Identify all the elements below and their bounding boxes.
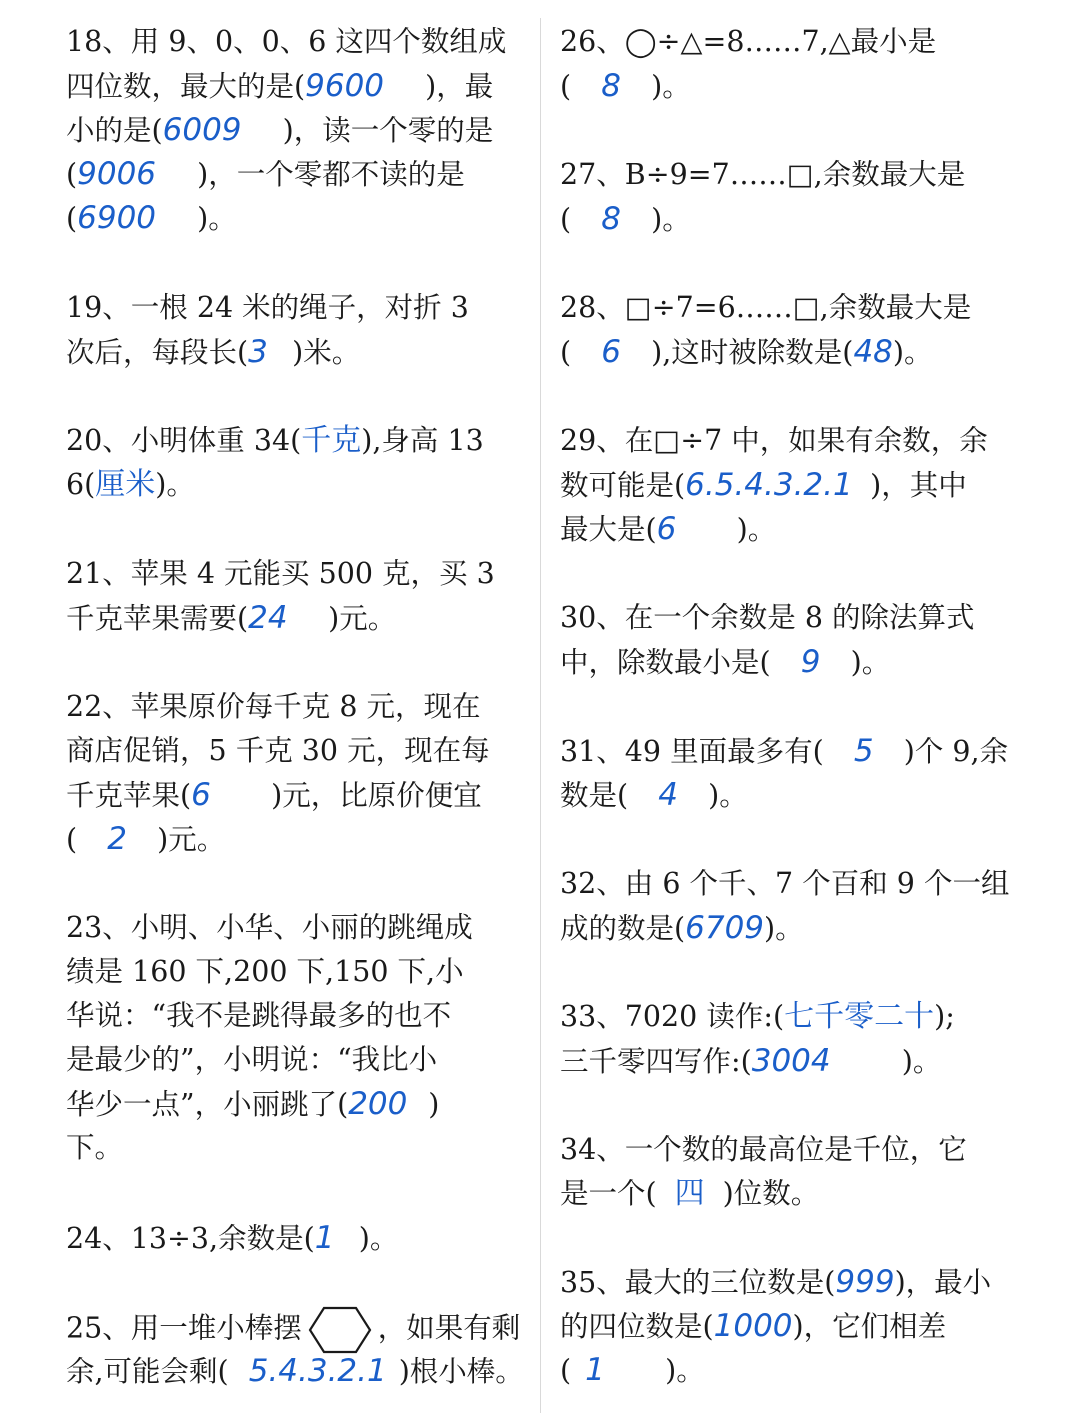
question-text: 35、最大的三位数是( (560, 1266, 836, 1299)
question-31 (560, 729, 1030, 817)
question-text: 四位数，最大的是( (66, 70, 306, 103)
handwritten-answer: 24 (248, 600, 288, 636)
handwritten-answer: 千克 (301, 423, 362, 458)
question-text: 是一个( (560, 1177, 657, 1210)
question-text: ),身高 13 (361, 424, 484, 457)
question-text: 数可能是( (560, 469, 686, 502)
question-25 (66, 1305, 536, 1393)
question-text: 25、用一堆小棒摆 (66, 1311, 302, 1345)
question-text: 成的数是( (560, 912, 686, 945)
handwritten-answer: 9600 (305, 68, 385, 104)
question-text: )。 (197, 202, 237, 235)
question-text: ( (66, 202, 78, 235)
question-text: ( (560, 70, 572, 103)
question-text: )。 (651, 203, 691, 236)
question-text: 30、在一个余数是 8 的除法算式 (560, 601, 975, 634)
question-text: 22、苹果原价每千克 8 元，现在 (66, 690, 481, 723)
question-text: 次后，每段长( (66, 336, 249, 369)
question-text: )，它们相差 (792, 1310, 947, 1343)
question-text: )。 (358, 1222, 399, 1255)
question-text: ( (560, 1354, 572, 1387)
handwritten-answer: 5.4.3.2.1 (248, 1353, 387, 1389)
question-text: 华少一点”，小丽跳了( (66, 1088, 349, 1121)
question-34 (560, 1128, 1030, 1216)
right-column (560, 0, 1030, 1425)
handwritten-answer: 厘米 (95, 467, 156, 502)
question-text: )。 (901, 1045, 942, 1078)
handwritten-answer: 9006 (77, 156, 157, 192)
question-text: 20、小明体重 34( (66, 424, 302, 457)
left-column (66, 0, 536, 1425)
question-24 (66, 1216, 536, 1260)
handwritten-answer: 3 (248, 334, 268, 370)
question-text: 数是( (560, 779, 629, 812)
question-18 (66, 20, 536, 240)
question-text: 19、一根 24 米的绳子，对折 3 (66, 291, 469, 324)
column-divider (540, 18, 541, 1413)
question-text: 28、□÷7=6……□,余数最大是 (560, 291, 972, 324)
question-text: )。 (892, 336, 933, 369)
question-32 (560, 862, 1030, 950)
handwritten-answer: 200 (348, 1086, 408, 1122)
handwritten-answer: 4 (658, 777, 678, 813)
question-text: 华说：“我不是跳得最多的也不 (66, 999, 452, 1032)
question-text: 三千零四写作:( (560, 1045, 752, 1078)
question-20 (66, 419, 536, 507)
question-text: )。 (651, 70, 691, 103)
question-28 (560, 286, 1030, 374)
handwritten-answer: 6.5.4.3.2.1 (685, 467, 853, 503)
question-text: 24、13÷3,余数是( (66, 1222, 315, 1255)
handwritten-answer: 1 (314, 1220, 335, 1256)
question-text: )。 (850, 646, 891, 679)
question-text: )，最 (425, 70, 494, 103)
question-text: )位数。 (722, 1177, 820, 1210)
question-text: )元。 (328, 602, 397, 635)
handwritten-answer: 七千零二十 (784, 999, 935, 1034)
question-19 (66, 286, 536, 374)
question-35 (560, 1260, 1030, 1392)
question-27 (560, 153, 1030, 241)
question-text: 27、B÷9=7……□,余数最大是 (560, 158, 966, 191)
handwritten-answer: 6709 (685, 910, 765, 946)
question-text: )。 (155, 468, 195, 501)
question-text: 32、由 6 个千、7 个百和 9 个一组 (560, 867, 1010, 900)
question-text: )个 9,余 (903, 735, 1009, 768)
question-text: )元。 (157, 823, 226, 856)
question-22 (66, 685, 536, 861)
question-text: 最大是( (560, 513, 657, 546)
question-text: 绩是 160 下,200 下,150 下,小 (66, 955, 464, 988)
question-26 (560, 20, 1030, 108)
question-text: 小的是( (66, 114, 163, 147)
question-text: ); (934, 1000, 955, 1033)
question-text: )。 (764, 912, 804, 945)
question-text: )。 (736, 513, 777, 546)
handwritten-answer: 2 (107, 821, 127, 857)
handwritten-answer: 1000 (713, 1308, 793, 1344)
handwritten-answer: 3004 (751, 1043, 831, 1079)
question-29 (560, 419, 1030, 551)
question-text: )元，比原价便宜 (271, 779, 482, 812)
question-text: )根小棒。 (398, 1355, 524, 1388)
handwritten-answer: 48 (853, 334, 893, 370)
question-text: ，如果有剩 (377, 1311, 521, 1345)
question-text: )，一个零都不读的是 (197, 158, 465, 191)
question-text: 18、用 9、0、0、6 这四个数组成 (66, 25, 507, 58)
question-text: ( (560, 203, 572, 236)
handwritten-answer: 1 (585, 1352, 605, 1388)
handwritten-answer: 6 (601, 334, 621, 370)
handwritten-answer: 6 (656, 511, 677, 547)
question-text: 是最少的”，小明说：“我比小 (66, 1043, 438, 1076)
question-text: 千克苹果( (66, 779, 192, 812)
question-21 (66, 552, 536, 640)
handwritten-answer: 6009 (162, 112, 242, 148)
handwritten-answer: 8 (601, 68, 621, 104)
handwritten-answer: 5 (853, 733, 874, 769)
question-text: 6( (66, 468, 96, 501)
question-23 (66, 906, 536, 1170)
handwritten-answer: 四 (674, 1176, 705, 1211)
question-text: 余,可能会剩( (66, 1355, 229, 1388)
question-text: ( (560, 336, 572, 369)
question-text: 29、在□÷7 中，如果有余数，余 (560, 424, 988, 457)
question-text: ( (66, 158, 78, 191)
question-text: 34、一个数的最高位是千位，它 (560, 1133, 967, 1166)
question-text: 千克苹果需要( (66, 602, 249, 635)
question-text: )。 (665, 1354, 705, 1387)
question-text: )，读一个零的是 (282, 114, 494, 147)
question-text: ) (428, 1088, 440, 1121)
question-text: 中，除数最小是( (560, 646, 771, 679)
question-text: 26、◯÷△=8……7,△最小是 (560, 25, 937, 58)
question-text: 21、苹果 4 元能买 500 克，买 3 (66, 557, 495, 590)
question-text: 商店促销，5 千克 30 元，现在每 (66, 734, 490, 767)
question-text: 23、小明、小华、小丽的跳绳成 (66, 911, 473, 944)
handwritten-answer: 6 (191, 777, 211, 813)
question-text: )，最小 (894, 1266, 992, 1299)
question-text: )，其中 (870, 469, 967, 502)
question-text: 31、49 里面最多有( (560, 735, 824, 768)
hexagon-icon (308, 1305, 372, 1355)
handwritten-answer: 8 (601, 201, 621, 237)
handwritten-answer: 999 (835, 1264, 895, 1300)
question-text: )。 (708, 779, 748, 812)
question-text: ),这时被除数是( (651, 336, 854, 369)
question-text: 下。 (66, 1131, 124, 1164)
question-text: )米。 (292, 336, 361, 369)
handwritten-answer: 9 (800, 644, 821, 680)
question-text: 的四位数是( (560, 1310, 714, 1343)
question-text: ( (66, 823, 78, 856)
question-33 (560, 995, 1030, 1083)
question-text: 33、7020 读作:( (560, 1000, 785, 1033)
handwritten-answer: 6900 (77, 200, 157, 236)
question-30 (560, 596, 1030, 684)
